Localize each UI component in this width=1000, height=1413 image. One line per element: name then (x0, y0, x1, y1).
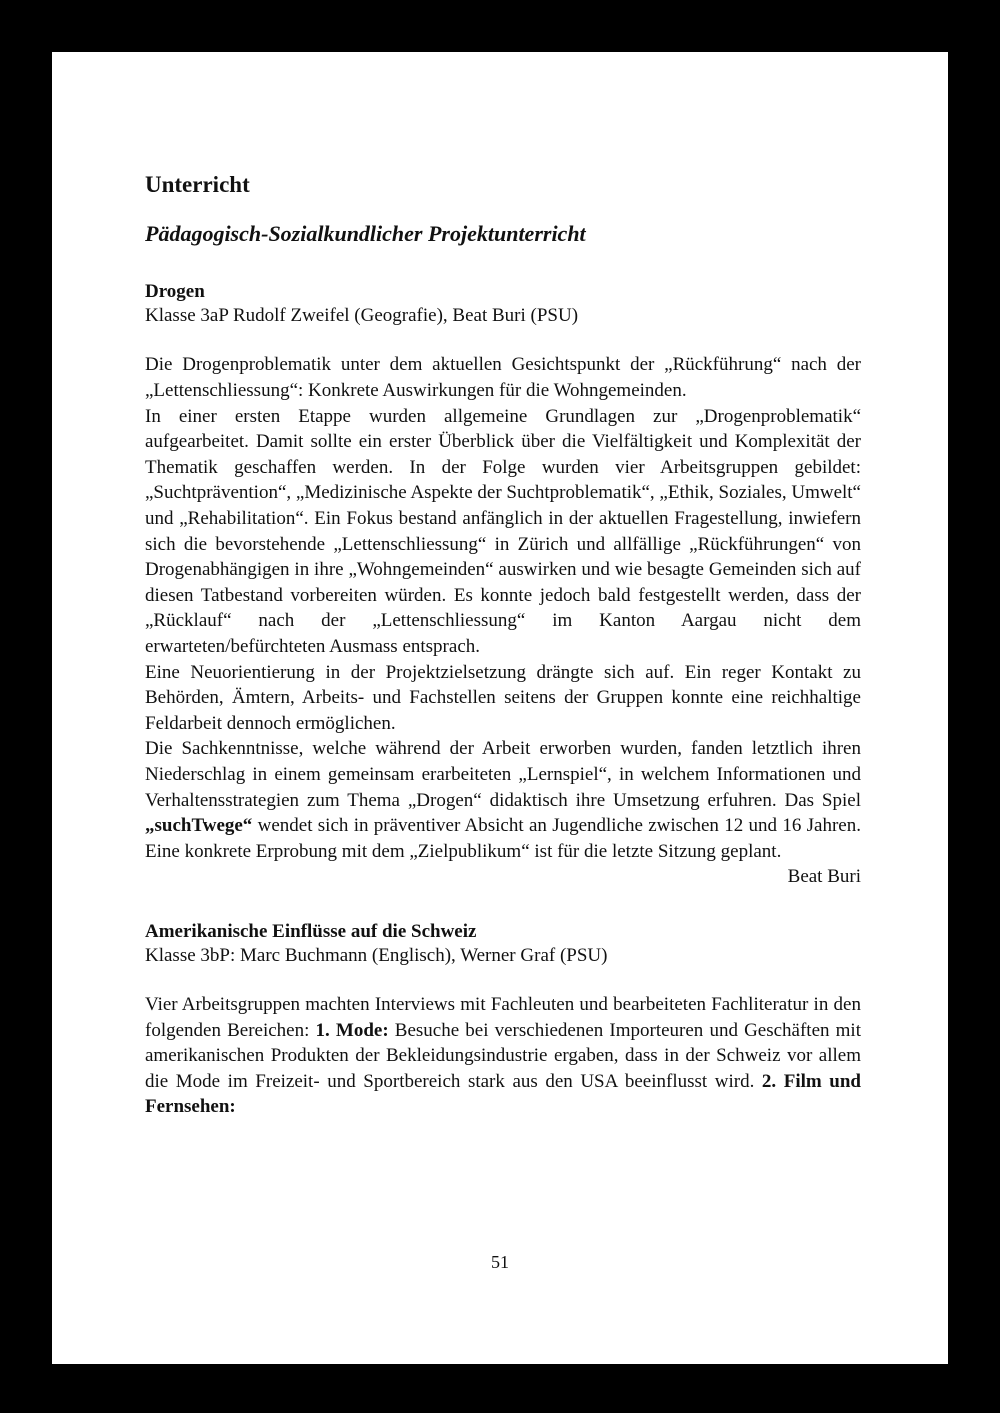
section-subtitle: Pädagogisch-Sozialkundlicher Projektunterricht (145, 220, 586, 246)
article-drogen (145, 280, 861, 889)
paragraph: In einer ersten Etappe wurden allgemeine Grundlagen zur „Drogenproblematik“ aufgearbeitet. Damit sollte ein erster Überblick über die Vielfältigkeit und Komplexität der Thematik geschaffen werden. In der Folge wurden vier Arbeitsgruppen gebildet: „Suchtprävention“, „Medizinische Aspekte der Suchtproblematik“, „Ethik, Soziales, Umwelt“ und „Rehabilitation“. Ein Fokus bestand anfänglich in der aktuellen Fragestellung, inwiefern sich die bevorstehende „Lettenschliessung“ in Zürich und allfällige „Rückführungen“ von Drogenabhängigen in ihre „Wohngemeinden“ auswirken und wie besagte Gemeinden sich auf diesen Tatbestand vorbereiten würden. Es konnte jedoch bald festgestellt werden, dass der „Rücklauf“ nach der „Lettenschliessung“ im Kanton Aargau nicht dem erwarteten/befürchteten Ausmass entsprach. (145, 405, 861, 658)
page-content (145, 170, 861, 1120)
paragraph: Die Drogenproblematik unter dem aktuellen Gesichtspunkt der „Rückführung“ nach der „Lettenschliessung“: Konkrete Auswirkungen für die Wohngemeinden. (145, 354, 861, 402)
topic-heading: 2. Film und Fernsehen: (145, 1070, 861, 1118)
article-meta: Klasse 3bP: Marc Buchmann (Englisch), Werner Graf (PSU) (145, 944, 608, 966)
article-title: Drogen (145, 281, 205, 303)
paragraph-text: wendet sich in präventiver Absicht an Jugendliche zwischen 12 und 16 Jahren. Eine konkrete Erprobung mit dem „Zielpublikum“ ist für die letzte Sitzung geplant. (145, 815, 861, 862)
article-amerikanische-einfluesse (145, 920, 861, 1120)
paragraph-text: Die Sachkenntnisse, welche während der Arbeit erworben wurden, fanden letztlich ihren Niederschlag in einem gemeinsam erarbeiteten „Lernspiel“, in welchem Informationen und Verhaltensstrategien zum Thema „Drogen“ didaktisch ihre Umsetzung erfuhren. Das Spiel (145, 738, 861, 811)
article-meta: Klasse 3aP Rudolf Zweifel (Geografie), Beat Buri (PSU) (145, 305, 579, 327)
paragraph (145, 992, 861, 1120)
paragraph (145, 736, 861, 864)
page-number: 51 (491, 1252, 509, 1272)
topic-heading: 1. Mode: (315, 1019, 389, 1041)
article-author: Beat Buri (787, 866, 861, 888)
article-title: Amerikanische Einflüsse auf die Schweiz (145, 920, 477, 942)
paragraph-text: Besuche bei verschiedenen Importeuren und Geschäften mit amerikanischen Produkten der Bekleidungsindustrie ergaben, dass in der Schweiz vor allem die Mode im Freizeit- und Sportbereich stark aus den USA beeinflusst wird. (145, 1019, 861, 1092)
document-page (52, 52, 948, 1364)
game-title: „suchTwege“ (145, 815, 253, 837)
paragraph-text: Vier Arbeitsgruppen machten Interviews mit Fachleuten und bearbeiteten Fachliteratur in den folgenden Bereichen: (145, 993, 861, 1041)
section-title: Unterricht (145, 172, 250, 197)
paragraph: Eine Neuorientierung in der Projektzielsetzung drängte sich auf. Ein reger Kontakt zu Behörden, Ämtern, Arbeits- und Fachstellen seitens der Gruppen konnte eine reichhaltige Feldarbeit dennoch ermöglichen. (145, 661, 861, 734)
